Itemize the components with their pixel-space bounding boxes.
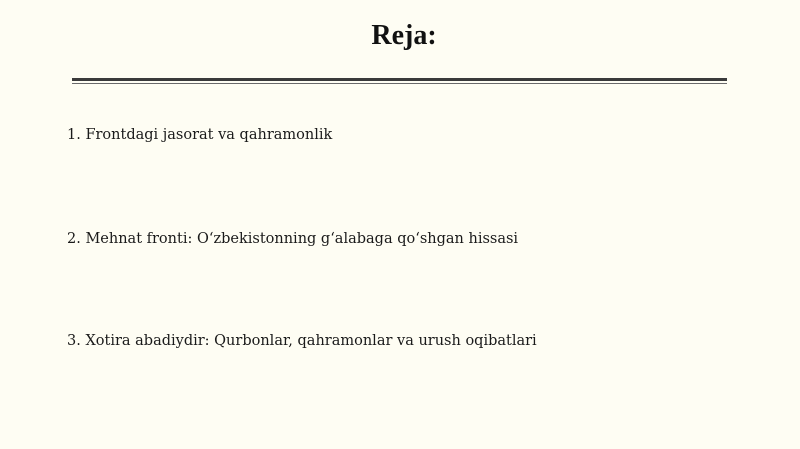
title-divider-thick: [72, 78, 727, 81]
title-divider-thin: [72, 83, 727, 84]
plan-item-3: 3. Xotira abadiydir: Qurbonlar, qahramonlar va urush oqibatlari: [67, 333, 537, 349]
slide-title: Reja:: [371, 20, 437, 51]
plan-item-1: 1. Frontdagi jasorat va qahramonlik: [67, 127, 333, 143]
plan-item-2: 2. Mehnat fronti: O‘zbekistonning g‘alabaga qo‘shgan hissasi: [67, 231, 519, 247]
